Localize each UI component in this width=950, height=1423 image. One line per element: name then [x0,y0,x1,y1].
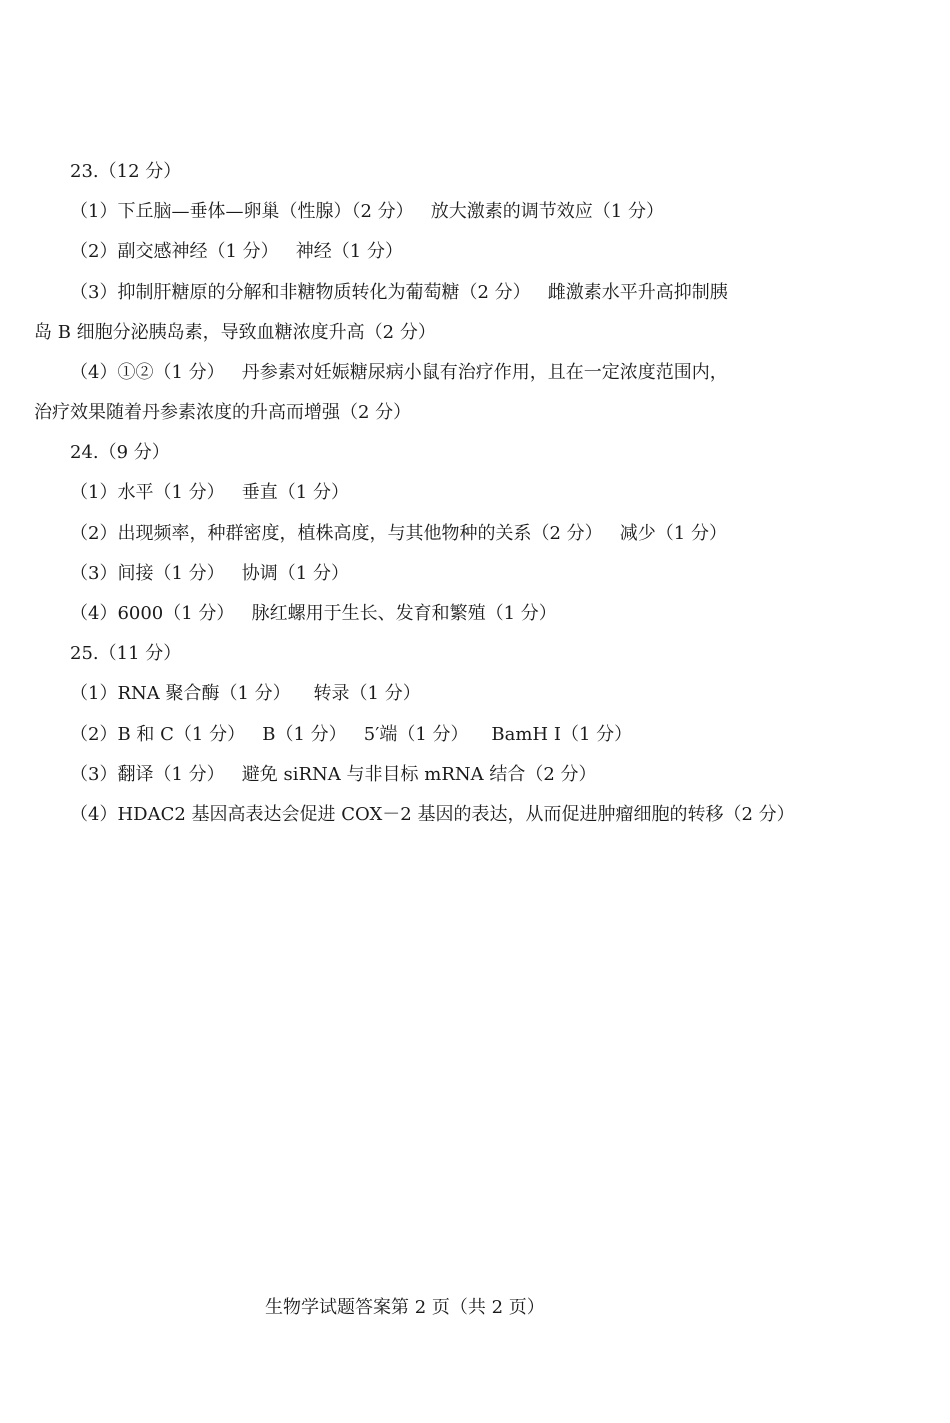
q23-answer-1: （1）下丘脑—垂体—卵巢（性腺）（2 分） 放大激素的调节效应（1 分） [70,201,664,222]
q25-answer-2: （2）B 和 C（1 分） B（1 分） 5′端（1 分） BamH Ⅰ（1 分） [70,724,633,745]
q25-answer-1: （1）RNA 聚合酶（1 分） 转录（1 分） [70,683,421,704]
q24-answer-4: （4）6000（1 分） 脉红螺用于生长、发育和繁殖（1 分） [70,603,557,624]
q25-answer-4: （4）HDAC2 基因高表达会促进 COX－2 基因的表达，从而促进肿瘤细胞的转移（2 分） [70,804,795,825]
q25-header: 25.（11 分） [70,643,182,664]
q23-answer-3-line2: 岛 B 细胞分泌胰岛素，导致血糖浓度升高（2 分） [34,322,436,343]
q24-answer-1: （1）水平（1 分） 垂直（1 分） [70,482,349,503]
q24-answer-2: （2）出现频率，种群密度，植株高度，与其他物种的关系（2 分） 减少（1 分） [70,523,727,544]
q25-answer-3: （3）翻译（1 分） 避免 siRNA 与非目标 mRNA 结合（2 分） [70,764,597,785]
q23-answer-3-line1: （3）抑制肝糖原的分解和非糖物质转化为葡萄糖（2 分） 雌激素水平升高抑制胰 [70,282,728,303]
q24-answer-3: （3）间接（1 分） 协调（1 分） [70,563,349,584]
q23-header: 23.（12 分） [70,161,182,182]
q23-answer-4-line2: 治疗效果随着丹参素浓度的升高而增强（2 分） [34,402,412,423]
q23-answer-4-line1: （4）①②（1 分） 丹参素对妊娠糖尿病小鼠有治疗作用，且在一定浓度范围内， [70,362,728,383]
q24-header: 24.（9 分） [70,442,170,463]
q23-answer-2: （2）副交感神经（1 分） 神经（1 分） [70,241,403,262]
page-footer: 生物学试题答案第 2 页（共 2 页） [265,1297,545,1318]
